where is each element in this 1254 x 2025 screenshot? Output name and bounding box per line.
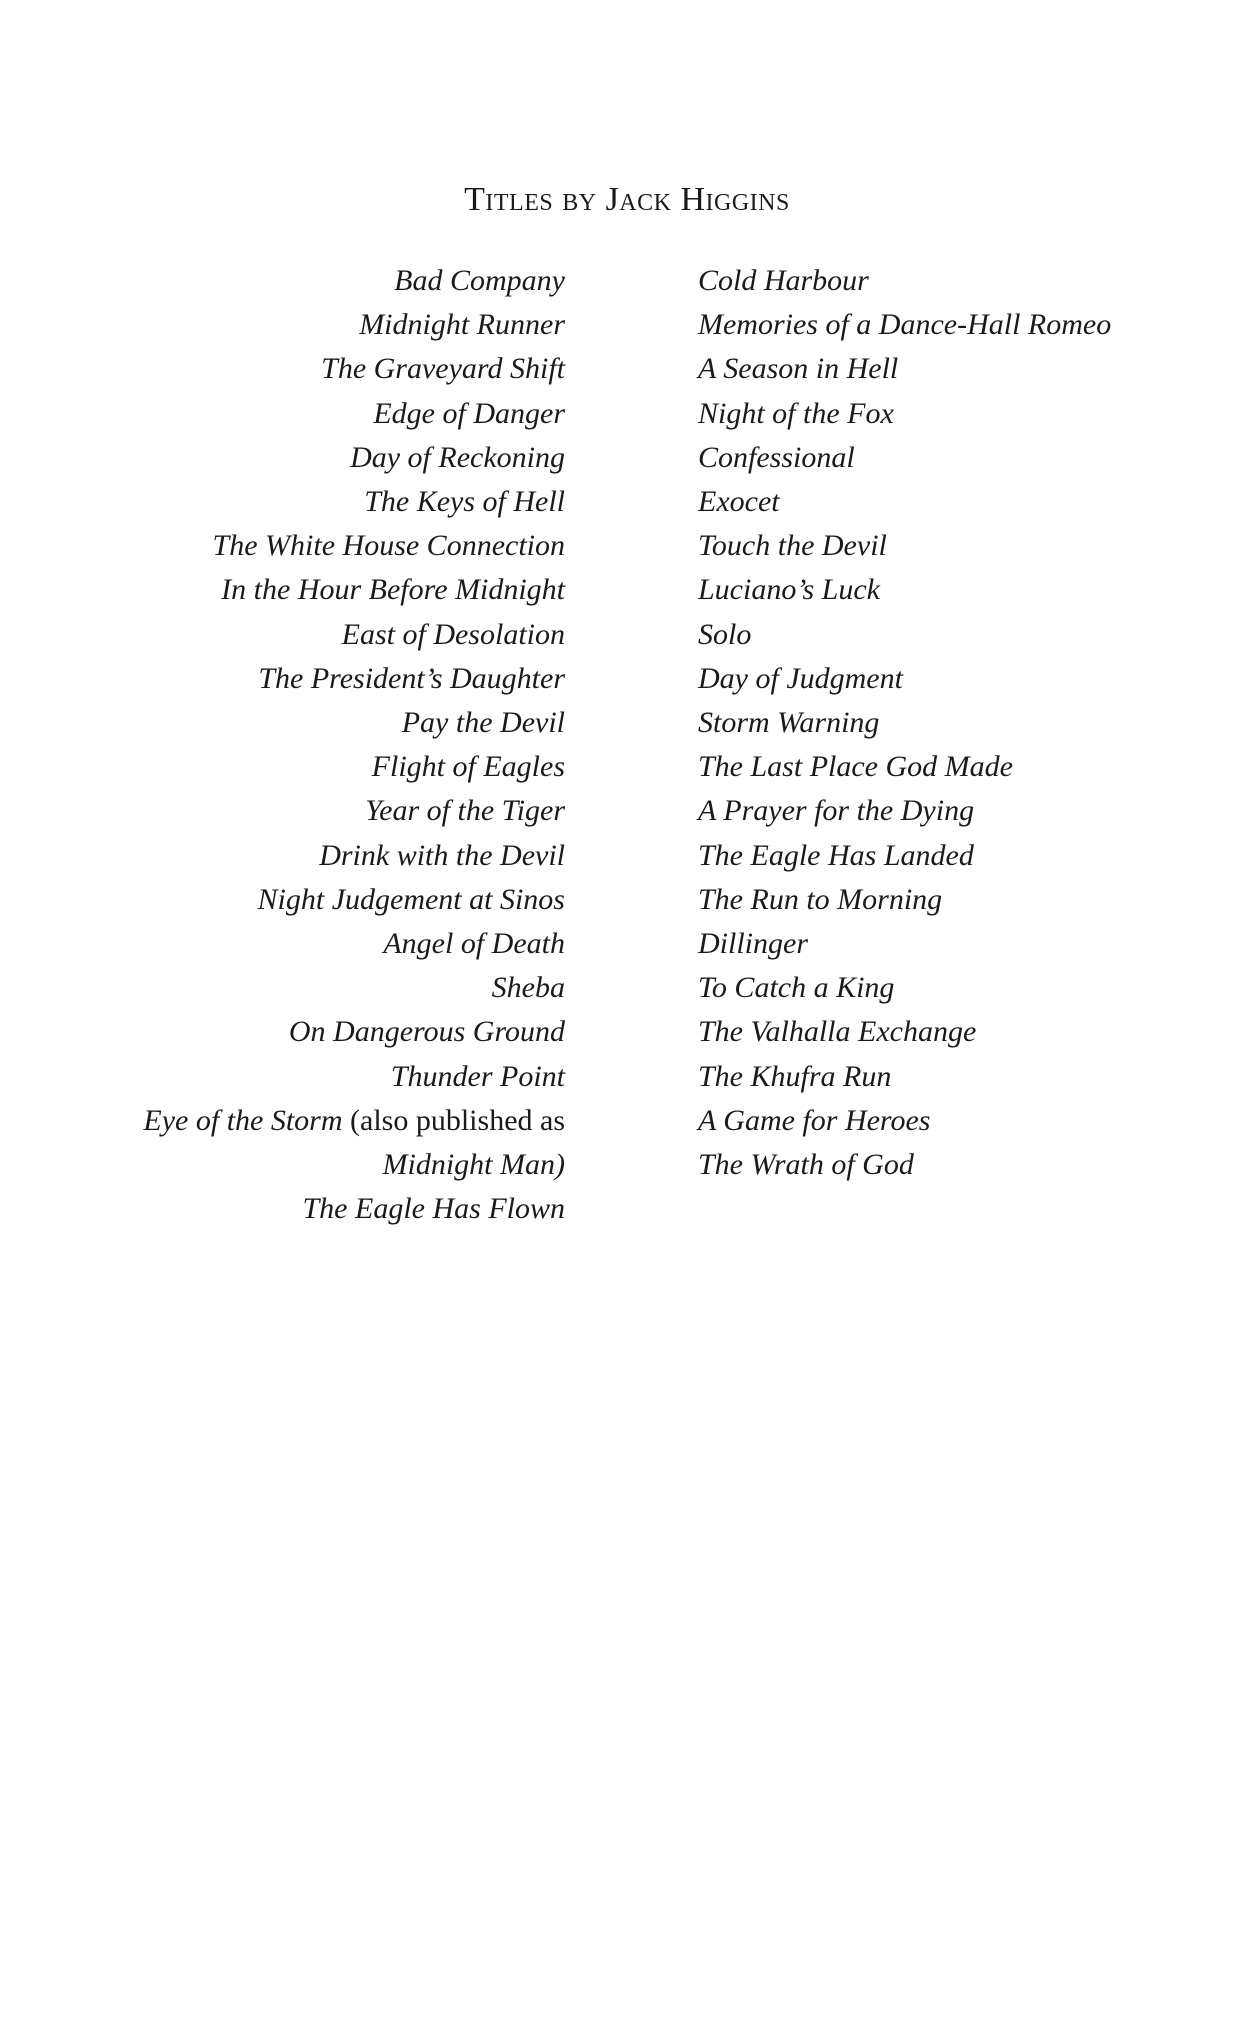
book-title: Touch the Devil bbox=[698, 529, 887, 563]
book-title: Drink with the Devil bbox=[319, 838, 565, 872]
publication-note: (also published as bbox=[342, 1103, 565, 1137]
book-title-entry bbox=[143, 1099, 565, 1143]
book-title: Solo bbox=[698, 617, 752, 651]
book-title: East of Desolation bbox=[341, 617, 565, 651]
titles-list-right bbox=[698, 259, 1111, 1187]
book-title: Eye of the Storm bbox=[143, 1103, 343, 1137]
book-title: The White House Connection bbox=[212, 529, 565, 563]
book-title: Day of Judgment bbox=[698, 661, 903, 695]
book-title: The Keys of Hell bbox=[364, 485, 565, 519]
book-title: The Graveyard Shift bbox=[321, 352, 565, 386]
book-title: In the Hour Before Midnight bbox=[221, 573, 565, 607]
book-title: Luciano’s Luck bbox=[698, 573, 880, 607]
book-title: Day of Reckoning bbox=[350, 440, 565, 474]
book-title: Flight of Eagles bbox=[371, 750, 565, 784]
book-title: Midnight Runner bbox=[359, 308, 565, 342]
book-title: To Catch a King bbox=[698, 971, 895, 1005]
book-title: Confessional bbox=[698, 440, 855, 474]
book-title: Pay the Devil bbox=[401, 706, 565, 740]
book-title: Dillinger bbox=[698, 927, 808, 961]
alternate-title: Midnight Man) bbox=[382, 1148, 565, 1182]
book-title: A Game for Heroes bbox=[698, 1103, 931, 1137]
book-title: The Wrath of God bbox=[698, 1148, 914, 1182]
book-title: The Run to Morning bbox=[698, 882, 943, 916]
book-title: The Valhalla Exchange bbox=[698, 1015, 977, 1049]
book-title: On Dangerous Ground bbox=[288, 1015, 565, 1049]
book-title: Night of the Fox bbox=[698, 396, 894, 430]
book-title: The Eagle Has Flown bbox=[302, 1192, 565, 1226]
book-title: The President’s Daughter bbox=[258, 661, 565, 695]
book-title: Sheba bbox=[491, 971, 565, 1005]
book-title: The Eagle Has Landed bbox=[698, 838, 974, 872]
book-title: Year of the Tiger bbox=[365, 794, 565, 828]
page-title: Titles by Jack Higgins bbox=[464, 181, 790, 218]
book-title: The Last Place God Made bbox=[698, 750, 1013, 784]
book-title: A Season in Hell bbox=[698, 352, 899, 386]
book-title: Cold Harbour bbox=[698, 264, 869, 297]
book-title: Memories of a Dance-Hall Romeo bbox=[698, 308, 1112, 342]
book-title: A Prayer for the Dying bbox=[698, 794, 975, 828]
book-title: Night Judgement at Sinos bbox=[257, 882, 565, 916]
book-title: Thunder Point bbox=[390, 1059, 565, 1093]
book-title: Edge of Danger bbox=[373, 396, 565, 430]
book-title: Bad Company bbox=[394, 264, 565, 297]
book-title: Angel of Death bbox=[383, 927, 565, 961]
book-title: Storm Warning bbox=[698, 706, 880, 740]
titles-list-left bbox=[143, 259, 565, 1231]
book-title: The Khufra Run bbox=[698, 1059, 892, 1093]
book-title: Exocet bbox=[698, 485, 780, 519]
